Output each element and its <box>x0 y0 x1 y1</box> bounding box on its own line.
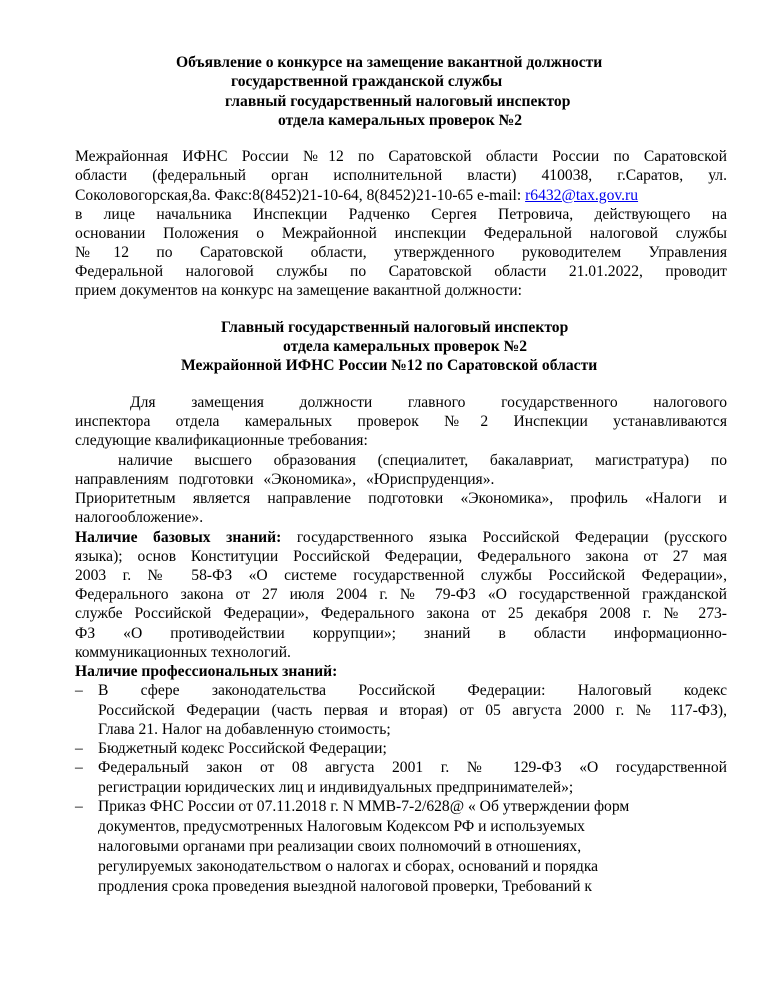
title-line-1: Объявление о конкурсе на замещение вакантной должности <box>176 54 603 71</box>
email-link[interactable]: r6432@tax.gov.ru <box>525 187 639 204</box>
title-line-2: государственной гражданской службы <box>231 73 503 90</box>
requirements-line: инспектора отдела камеральных проверок №2 Инспекции устанавливаются <box>75 413 727 430</box>
basic-line: Федерального закона от 27 июля 2004 г. № 79-ФЗ «О государственной гражданской <box>75 586 727 603</box>
list-bullet: – <box>75 682 83 699</box>
list-item-line: налоговыми органами при реализации своих полномочий в отношениях, <box>98 838 582 855</box>
list-item-line: Федеральный закон от 08 августа 2001 г. № 129-ФЗ «О государственной <box>98 759 727 776</box>
title-line-4: отдела камеральных проверок №2 <box>278 112 523 129</box>
list-item-line: регулируемых законодательством о налогах и сборах, оснований и порядка <box>98 858 599 875</box>
requirements-line: налогообложение». <box>75 509 204 526</box>
title-line-3: главный государственный налоговый инспектор <box>225 93 571 110</box>
position-line-3: Межрайонной ИФНС России №12 по Саратовской области <box>181 357 598 374</box>
intro-line: Межрайонная ИФНС России №12 по Саратовской области России по Саратовской <box>75 148 727 165</box>
intro-line: прием документов на конкурс на замещение вакантной должности: <box>75 282 522 299</box>
list-bullet: – <box>75 740 83 757</box>
intro-line: в лице начальника Инспекции Радченко Сергея Петровича, действующего на <box>75 206 727 223</box>
intro-line: Федеральной налоговой службы по Саратовской области 21.01.2022, проводит <box>75 263 727 280</box>
list-item-line: Российской Федерации (часть первая и вторая) от 05 августа 2000 г. № 117-ФЗ), <box>98 702 727 719</box>
basic-line <box>75 528 727 547</box>
list-bullet: – <box>75 759 83 776</box>
basic-line: языка); основ Конституции Российской Федерации, Федерального закона от 27 мая <box>75 548 727 565</box>
list-item-line: Глава 21. Налог на добавленную стоимость; <box>98 721 391 738</box>
basic-line: ФЗ «О противодействии коррупции»; знаний в области информационно- <box>75 625 727 642</box>
requirements-line: наличие высшего образования (специалитет, бакалавриат, магистратура) по <box>118 452 727 469</box>
list-item-line: продления срока проведения выездной налоговой проверки, Требований к <box>98 878 592 895</box>
requirements-line: Для замещения должности главного государственного налогового <box>130 394 727 411</box>
intro-line: №12 по Саратовской области, утвержденного руководителем Управления <box>75 244 727 261</box>
basic-line: службе Российской Федерации», Федерального закона от 25 декабря 2008 г. № 273- <box>75 605 727 622</box>
intro-line: области (федеральный орган исполнительной власти) 410038, г.Саратов, ул. <box>75 167 727 184</box>
basic-knowledge-label: Наличие базовых знаний: <box>75 529 282 546</box>
list-bullet: – <box>75 798 83 815</box>
position-line-2: отдела камеральных проверок №2 <box>283 338 528 355</box>
basic-line: коммуникационных технологий. <box>75 644 291 661</box>
basic-line: 2003 г. № 58-ФЗ «О системе государственной службы Российской Федерации», <box>75 567 727 584</box>
intro-text: Соколовогорская,8а. Факс:8(8452)21-10-64, 8(8452)21-10-65 e-mail: <box>75 187 526 204</box>
position-line-1: Главный государственный налоговый инспектор <box>221 319 569 336</box>
list-item-line: Приказ ФНС России от 07.11.2018 г. N ММВ-7-2/628@ « Об утверждении форм <box>98 798 630 815</box>
requirements-line: Приоритетным является направление подготовки «Экономика», профиль «Налоги и <box>75 490 727 507</box>
intro-line <box>75 186 727 205</box>
list-item-line: Бюджетный кодекс Российской Федерации; <box>98 740 387 757</box>
requirements-line: следующие квалификационные требования: <box>75 432 368 449</box>
list-item-line: регистрации юридических лиц и индивидуальных предпринимателей»; <box>98 779 574 796</box>
list-item-line: В сфере законодательства Российской Федерации: Налоговый кодекс <box>98 682 727 699</box>
professional-knowledge-label: Наличие профессиональных знаний: <box>75 663 338 680</box>
basic-text: государственного языка Российской Федерации (русского <box>281 529 727 546</box>
list-item-line: документов, предусмотренных Налоговым Кодексом РФ и используемых <box>98 818 585 835</box>
intro-line: основании Положения о Межрайонной инспекции Федеральной налоговой службы <box>75 225 727 242</box>
requirements-line: направлениям подготовки «Экономика», «Юриспруденция». <box>75 471 495 488</box>
